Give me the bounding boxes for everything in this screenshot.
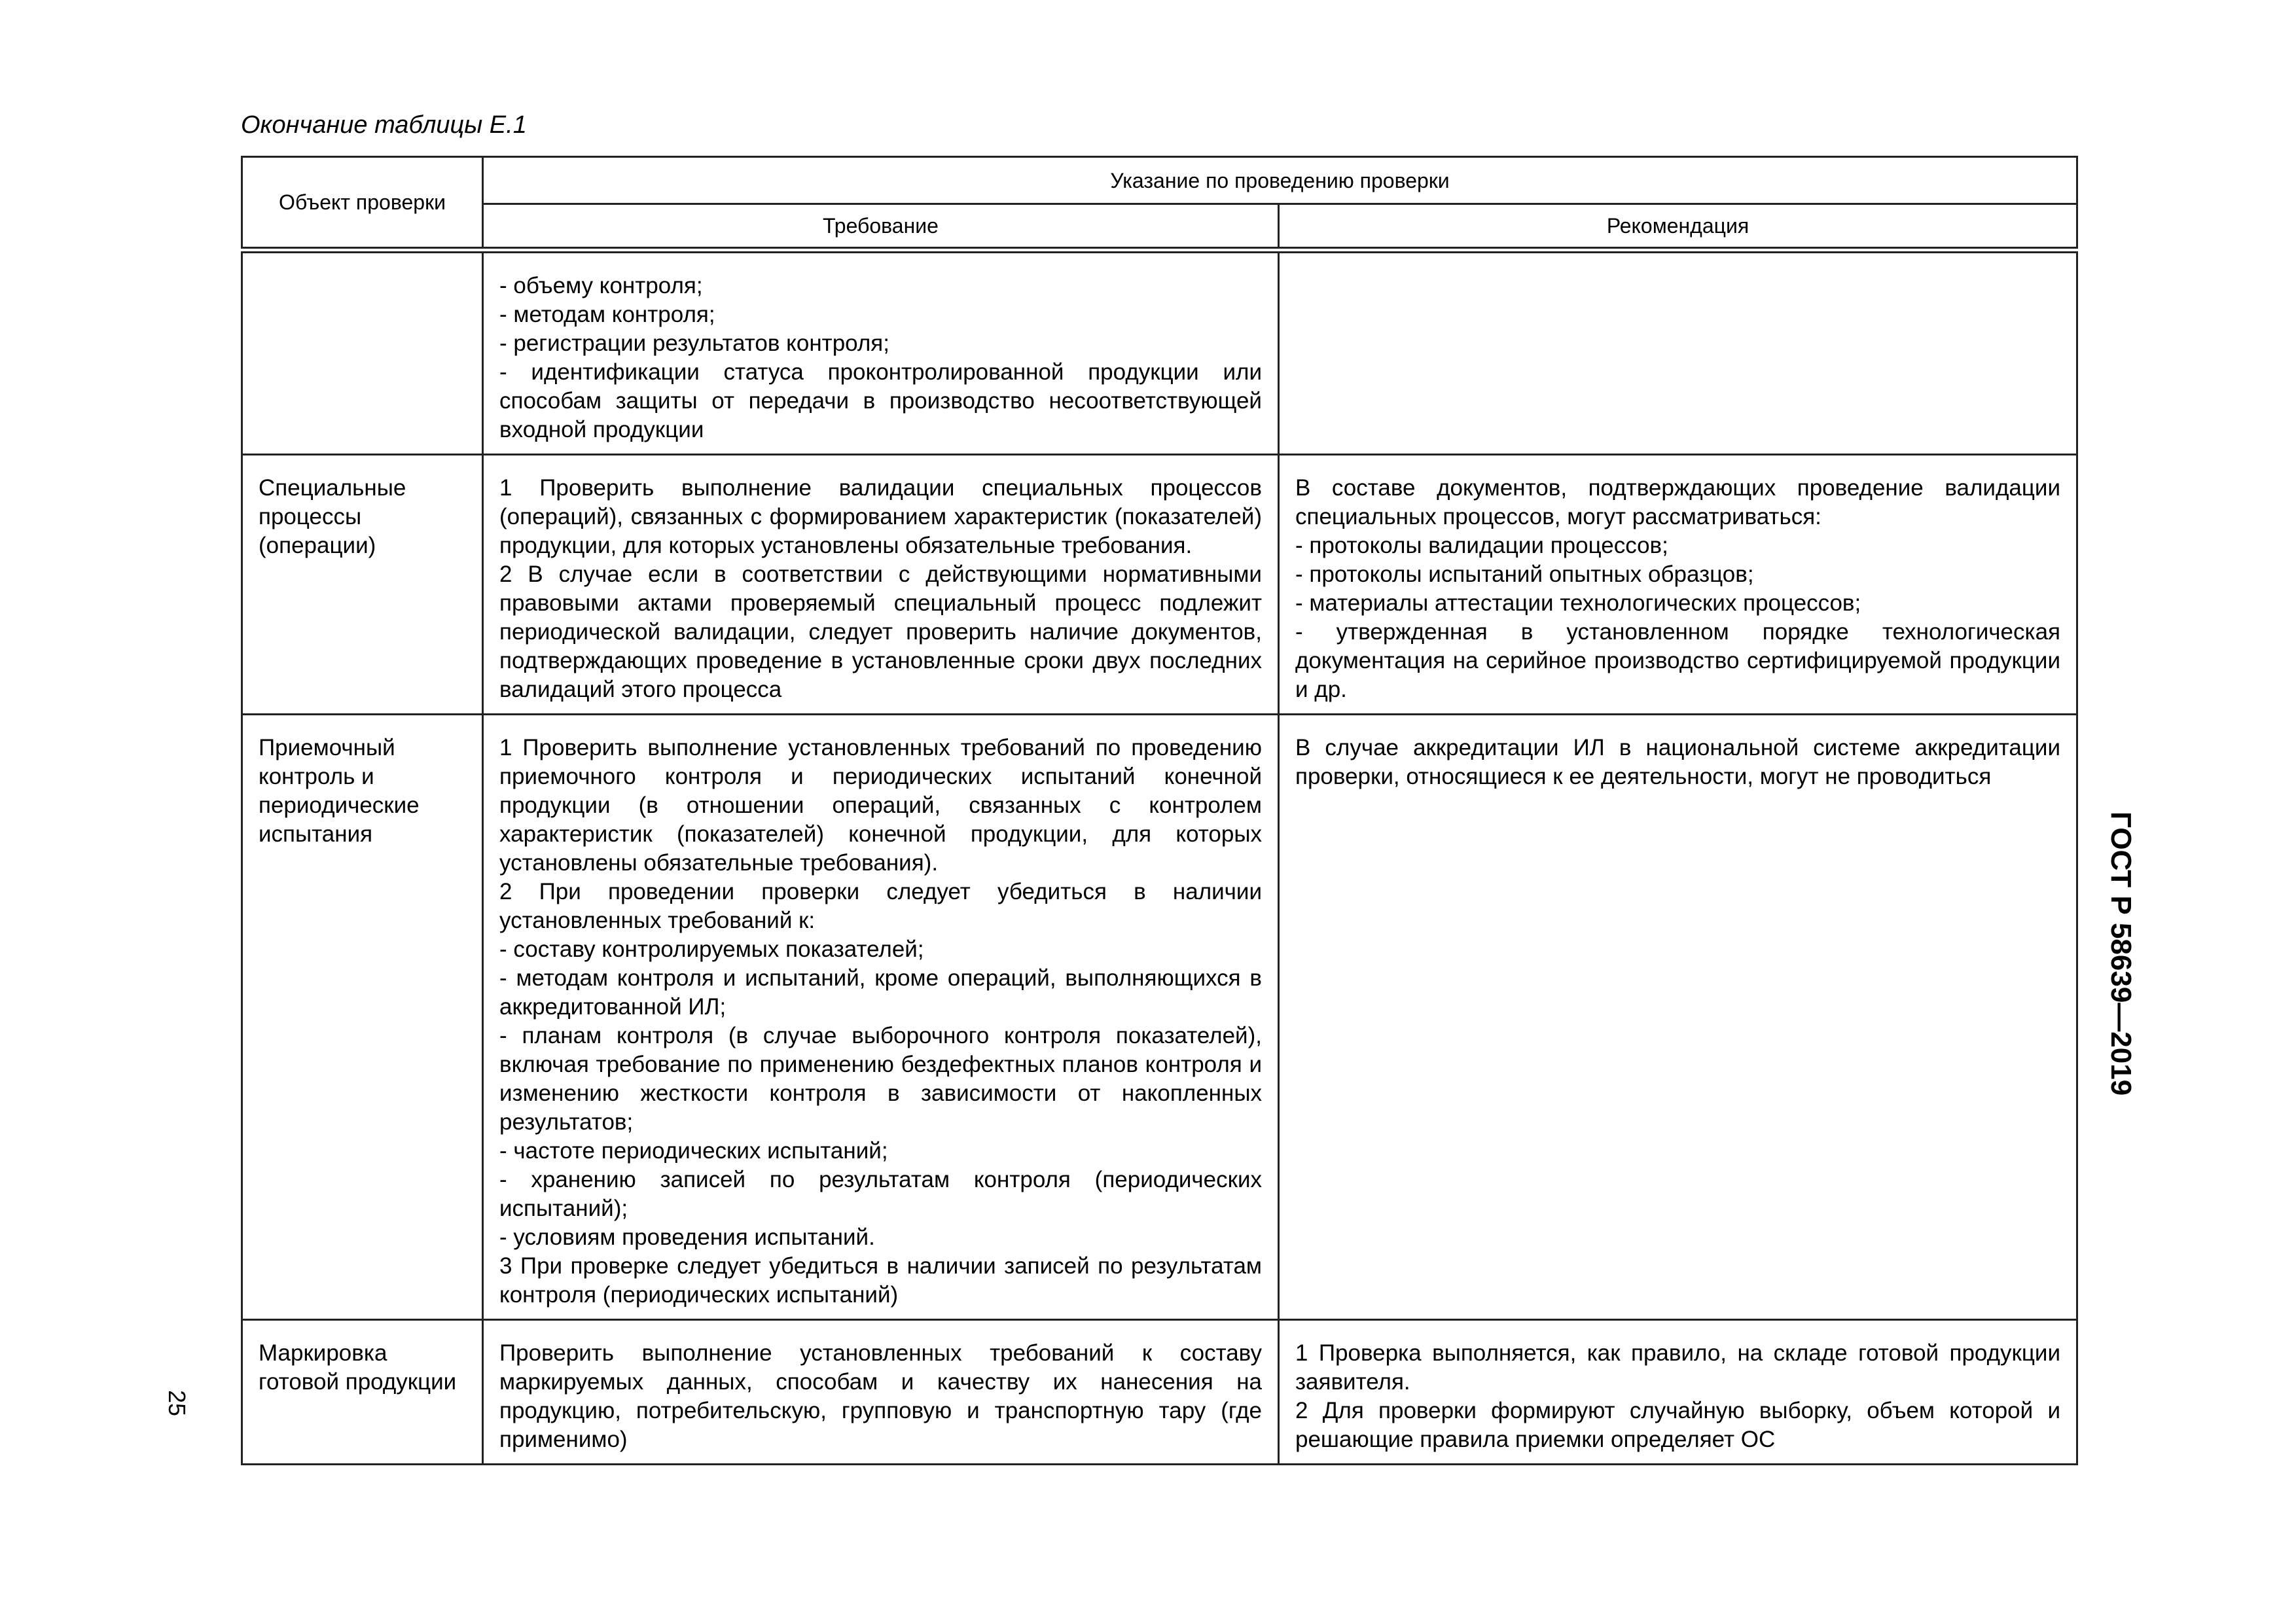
cell-line: - хранению записей по результатам контроля (периодических испытаний); [499, 1166, 1262, 1221]
row-4-object: Маркировка готовой продукции [242, 1319, 483, 1464]
cell-line: - условиям проведения испытаний. [499, 1224, 875, 1250]
row-2-object: Специальные процессы (операции) [242, 454, 483, 714]
cell-line: В составе документов, подтверждающих проведение валидации специальных процессов, могут рассматриваться: [1295, 474, 2060, 529]
header-recommendation: Рекомендация [1279, 204, 2077, 250]
cell-line: - планам контроля (в случае выборочного контроля показателей), включая требование по применению бездефектных планов контроля и изменению жесткости контроля в зависимости от накопленных результатов; [499, 1022, 1262, 1135]
page-number: 25 [164, 1390, 190, 1417]
cell-line: - материалы аттестации технологических процессов; [1295, 590, 1861, 616]
cell-line: - идентификации статуса проконтролированной продукции или способам защиты от передачи в производство несоответствующей входной продукции [499, 359, 1262, 442]
row-3-object: Приемочный контроль и периодические испытания [242, 714, 483, 1319]
inspection-table [241, 156, 2078, 1465]
cell-line: 2 Для проверки формируют случайную выборку, объем которой и решающие правила приемки определяет ОС [1295, 1397, 2060, 1452]
cell-line: - частоте периодических испытаний; [499, 1137, 888, 1164]
cell-line: 1 Проверить выполнение валидации специальных процессов (операций), связанных с формированием характеристик (показателей) продукции, для которых установлены обязательные требования. [499, 474, 1262, 558]
cell-line: 1 Проверить выполнение установленных требований по проведению приемочного контроля и периодических испытаний конечной продукции (в отношении операций, связанных с контролем характеристик (показателей) конечной продукции, для которых установлены обязательные требования). [499, 734, 1262, 876]
table-caption: Окончание таблицы Е.1 [241, 111, 527, 139]
row-1-requirement [483, 250, 1279, 455]
row-4-recommendation [1279, 1319, 2077, 1464]
cell-line: - составу контролируемых показателей; [499, 936, 924, 962]
document-standard-title: ГОСТ Р 58639—2019 [2105, 812, 2137, 1096]
row-1-recommendation [1279, 250, 2077, 455]
cell-line: 2 При проведении проверки следует убедиться в наличии установленных требований к: [499, 878, 1262, 933]
header-object: Объект проверки [242, 157, 483, 250]
row-3-requirement [483, 714, 1279, 1319]
cell-line: - объему контроля; [499, 272, 703, 298]
cell-line: - методам контроля и испытаний, кроме операций, выполняющихся в аккредитованной ИЛ; [499, 965, 1262, 1020]
row-2-recommendation [1279, 454, 2077, 714]
header-requirement: Требование [483, 204, 1279, 250]
row-3-recommendation [1279, 714, 2077, 1319]
cell-line: - регистрации результатов контроля; [499, 330, 889, 356]
cell-line: В случае аккредитации ИЛ в национальной системе аккредитации проверки, относящиеся к ее деятельности, могут не проводиться [1295, 734, 2060, 789]
row-2-requirement [483, 454, 1279, 714]
row-4-requirement [483, 1319, 1279, 1464]
cell-line: 1 Проверка выполняется, как правило, на складе готовой продукции заявителя. [1295, 1340, 2060, 1395]
cell-line: Проверить выполнение установленных требований к составу маркируемых данных, способам и качеству их нанесения на продукцию, потребительскую, групповую и транспортную тару (где применимо) [499, 1340, 1262, 1452]
cell-line: - утвержденная в установленном порядке технологическая документация на серийное производство сертифицируемой продукции и др. [1295, 618, 2060, 702]
row-1-object [242, 250, 483, 455]
cell-line: - протоколы испытаний опытных образцов; [1295, 561, 1754, 587]
cell-line: 3 При проверке следует убедиться в наличии записей по результатам контроля (периодических испытаний) [499, 1253, 1262, 1308]
cell-line: - методам контроля; [499, 301, 715, 327]
cell-line: 2 В случае если в соответствии с действующими нормативными правовыми актами проверяемый специальный процесс подлежит периодической валидации, следует проверить наличие документов, подтверждающих проведение в установленные сроки двух последних валидаций этого процесса [499, 561, 1262, 702]
cell-line: - протоколы валидации процессов; [1295, 532, 1668, 558]
header-instruction: Указание по проведению проверки [483, 157, 2077, 204]
